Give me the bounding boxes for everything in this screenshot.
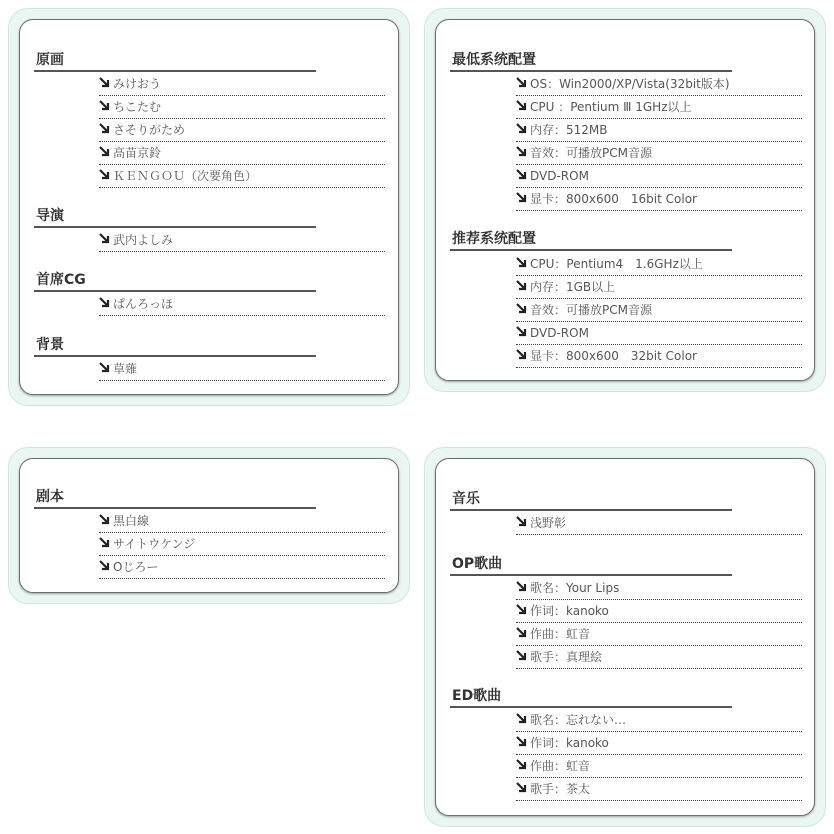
arrow-down-right-icon <box>99 297 111 309</box>
list-item <box>516 276 802 299</box>
list-item <box>516 755 802 778</box>
section-title: 原画 <box>36 52 64 68</box>
arrow-down-right-icon <box>516 650 528 662</box>
section-underline <box>34 70 316 72</box>
arrow-down-right-icon <box>516 713 528 725</box>
section-title: 最低系统配置 <box>452 52 536 68</box>
item-text: Oじろー <box>113 560 159 574</box>
section-recommended-requirements <box>450 229 732 251</box>
list-item <box>516 709 802 732</box>
section-underline <box>450 70 732 72</box>
section-title: 首席CG <box>36 272 86 288</box>
list-item <box>516 322 802 345</box>
section-underline <box>450 249 732 251</box>
list-item <box>516 623 802 646</box>
arrow-down-right-icon <box>516 759 528 771</box>
section-title: 推荐系统配置 <box>452 231 536 247</box>
item-text: 歌手：真理絵 <box>530 650 603 664</box>
staff-panel <box>19 19 399 395</box>
section-underline <box>450 706 732 708</box>
arrow-down-right-icon <box>516 581 528 593</box>
arrow-down-right-icon <box>516 736 528 748</box>
item-text: 音效：可播放PCM音源 <box>530 303 652 317</box>
arrow-down-right-icon <box>516 169 528 181</box>
list-item <box>99 293 385 316</box>
item-text: 作曲：虹音 <box>530 627 591 641</box>
script-card <box>8 447 410 604</box>
item-text: DVD-ROM <box>530 169 589 183</box>
item-text: 武内よしみ <box>113 233 174 247</box>
list-item <box>516 577 802 600</box>
section-underline <box>34 355 316 357</box>
arrow-down-right-icon <box>516 516 528 528</box>
item-text: ちこたむ <box>113 100 162 114</box>
section-music <box>450 489 732 511</box>
section-title: 剧本 <box>36 489 64 505</box>
list-item <box>99 229 385 252</box>
arrow-down-right-icon <box>99 514 111 526</box>
list-item <box>99 119 385 142</box>
arrow-down-right-icon <box>516 257 528 269</box>
list-item <box>99 556 385 579</box>
section-title: 音乐 <box>452 491 480 507</box>
arrow-down-right-icon <box>516 349 528 361</box>
item-text: 草薙 <box>113 362 138 376</box>
item-text: 浅野彰 <box>530 516 567 530</box>
item-text: 歌手：茶太 <box>530 782 591 796</box>
section-ed-song <box>450 686 732 708</box>
list-item <box>99 510 385 533</box>
list-item <box>516 778 802 801</box>
arrow-down-right-icon <box>99 560 111 572</box>
item-text: 音效：可播放PCM音源 <box>530 146 652 160</box>
arrow-down-right-icon <box>99 362 111 374</box>
item-text: 显卡：800x600 32bit Color <box>530 349 697 363</box>
list-item <box>99 533 385 556</box>
list-item <box>516 345 802 368</box>
arrow-down-right-icon <box>516 280 528 292</box>
item-text: さそりがため <box>113 123 186 137</box>
list-item <box>99 142 385 165</box>
section-title: 导演 <box>36 208 64 224</box>
arrow-down-right-icon <box>99 123 111 135</box>
section-underline <box>34 507 316 509</box>
list-item <box>516 512 802 535</box>
section-director <box>34 206 316 228</box>
item-text: 作词：kanoko <box>530 736 609 750</box>
section-minimum-requirements <box>450 50 732 72</box>
arrow-down-right-icon <box>516 627 528 639</box>
arrow-down-right-icon <box>99 233 111 245</box>
item-text: 内存：512MB <box>530 123 608 137</box>
item-text: 作曲：虹音 <box>530 759 591 773</box>
music-panel <box>435 458 815 816</box>
section-original-art <box>34 50 316 72</box>
staff-card <box>8 8 410 406</box>
list-item <box>99 96 385 119</box>
item-text: 作词：kanoko <box>530 604 609 618</box>
list-item <box>516 188 802 211</box>
item-text: CPU ：Pentium Ⅲ 1GHz以上 <box>530 100 692 114</box>
section-underline <box>450 574 732 576</box>
arrow-down-right-icon <box>516 192 528 204</box>
section-title: OP歌曲 <box>452 556 503 572</box>
arrow-down-right-icon <box>516 123 528 135</box>
item-text: 内存：1GB以上 <box>530 280 616 294</box>
list-item <box>516 646 802 669</box>
system-requirements-panel <box>435 19 815 381</box>
system-requirements-card <box>424 8 826 392</box>
music-card <box>424 447 826 827</box>
section-title: 背景 <box>36 337 64 353</box>
section-background <box>34 335 316 357</box>
list-item <box>99 73 385 96</box>
list-item <box>99 165 385 188</box>
list-item <box>516 96 802 119</box>
section-op-song <box>450 554 732 576</box>
item-text: ぱんろっほ <box>113 297 174 311</box>
item-text: CPU：Pentium4 1.6GHz以上 <box>530 257 703 271</box>
arrow-down-right-icon <box>99 537 111 549</box>
arrow-down-right-icon <box>516 326 528 338</box>
arrow-down-right-icon <box>99 146 111 158</box>
item-text: サイトウケンジ <box>113 537 196 551</box>
list-item <box>516 119 802 142</box>
list-item <box>516 73 802 96</box>
list-item <box>516 142 802 165</box>
arrow-down-right-icon <box>516 782 528 794</box>
list-item <box>516 299 802 322</box>
list-item <box>99 358 385 381</box>
item-text: 歌名：忘れない… <box>530 713 627 727</box>
item-text: 歌名：Your Lips <box>530 581 620 595</box>
item-text: OS：Win2000/XP/Vista(32bit版本) <box>530 77 730 91</box>
list-item <box>516 253 802 276</box>
item-text: DVD-ROM <box>530 326 589 340</box>
section-lead-cg <box>34 270 316 292</box>
item-text: 高苗京鈴 <box>113 146 162 160</box>
section-underline <box>34 226 316 228</box>
arrow-down-right-icon <box>99 77 111 89</box>
list-item <box>516 732 802 755</box>
item-text: ＫＥＮＧＯＵ（次要角色） <box>113 169 258 183</box>
arrow-down-right-icon <box>99 169 111 181</box>
arrow-down-right-icon <box>516 303 528 315</box>
item-text: 显卡：800x600 16bit Color <box>530 192 697 206</box>
arrow-down-right-icon <box>99 100 111 112</box>
section-underline <box>450 509 732 511</box>
section-title: ED歌曲 <box>452 688 502 704</box>
item-text: みけおう <box>113 77 162 91</box>
script-panel <box>19 458 399 593</box>
arrow-down-right-icon <box>516 100 528 112</box>
list-item <box>516 600 802 623</box>
arrow-down-right-icon <box>516 77 528 89</box>
arrow-down-right-icon <box>516 146 528 158</box>
section-underline <box>34 290 316 292</box>
list-item <box>516 165 802 188</box>
item-text: 黒白線 <box>113 514 150 528</box>
arrow-down-right-icon <box>516 604 528 616</box>
section-scenario <box>34 487 316 509</box>
